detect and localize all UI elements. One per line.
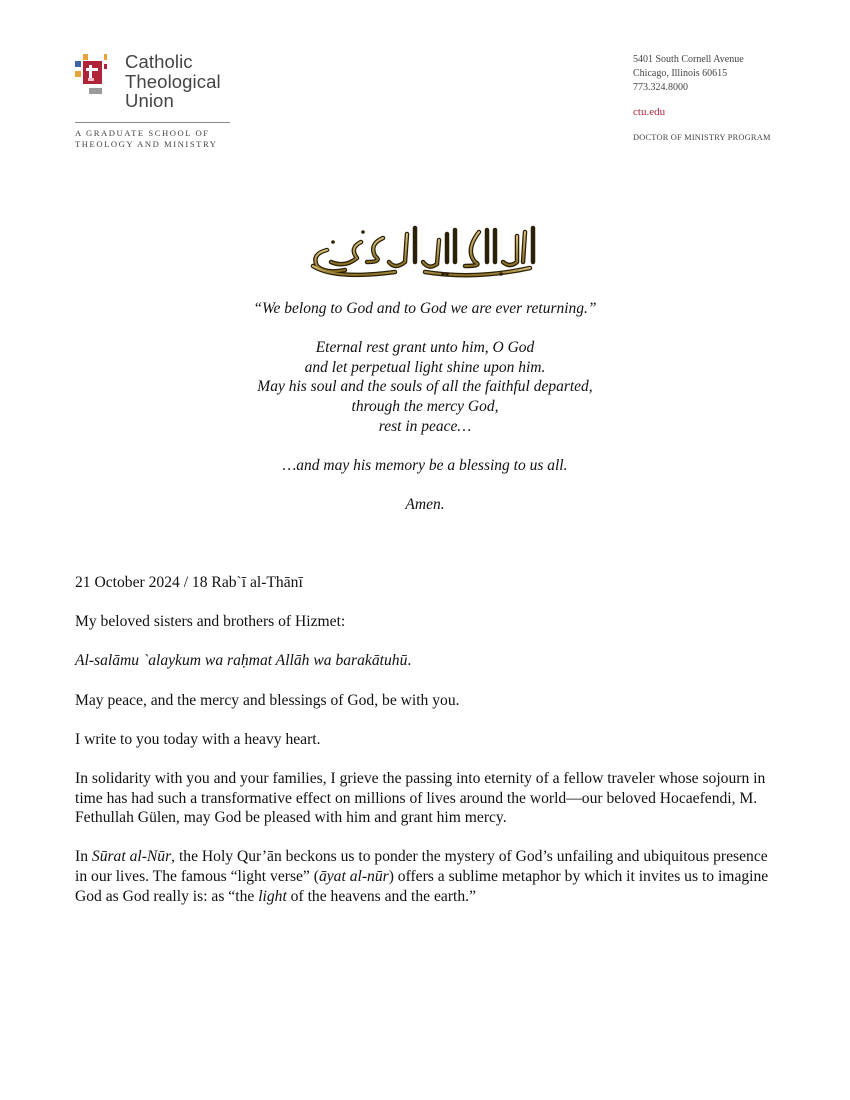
greeting-transliteration: Al-salāmu `alaykum wa raḥmat Allāh wa barakātuhū bbox=[75, 652, 408, 670]
street-address: 5401 South Cornell Avenue bbox=[633, 54, 744, 65]
para3-text-c: ) offers a sublime metaphor by which it invites us to imagine God as God really is: as “the bbox=[75, 867, 769, 905]
phone-number: 773.324.8000 bbox=[633, 82, 688, 93]
prayer-line: rest in peace… bbox=[378, 417, 472, 435]
letter-body bbox=[75, 573, 775, 926]
prayer-line: Eternal rest grant unto him, O God bbox=[315, 339, 535, 357]
arabic-calligraphy-icon bbox=[305, 222, 545, 284]
para3-text-b: , the Holy Qur’ān beckons us to ponder the mystery of God’s unfailing and ubiquitous presence in our lives. The famous “light verse” ( bbox=[75, 848, 768, 885]
ctu-cross-logo-icon bbox=[75, 54, 107, 96]
amen-line: Amen. bbox=[405, 495, 445, 513]
prayer-line: through the mercy God, bbox=[351, 397, 499, 415]
para3-text-d: of the heavens and the earth.” bbox=[286, 887, 476, 905]
letter-greeting-arabic bbox=[75, 651, 775, 671]
logo-name-line1: Catholic bbox=[125, 51, 193, 72]
logo-name-line2: Theological bbox=[125, 70, 221, 92]
letter-greeting-english: May peace, and the mercy and blessings of God, be with you. bbox=[75, 691, 460, 709]
quran-quote: “We belong to God and to God we are ever returning.” bbox=[253, 300, 597, 317]
prayer-line: May his soul and the souls of all the faithful departed, bbox=[257, 378, 593, 396]
para3-text-a: In bbox=[75, 848, 92, 866]
memorial-prayer bbox=[125, 299, 725, 515]
surah-name: Sūrat al-Nūr bbox=[91, 848, 172, 866]
letter-date: 21 October 2024 / 18 Rab`ī al-Thānī bbox=[75, 574, 303, 591]
website-link[interactable]: ctu.edu bbox=[633, 106, 666, 118]
logo-tagline bbox=[75, 128, 218, 150]
blessing-line: …and may his memory be a blessing to us all. bbox=[282, 456, 568, 474]
prayer-line: and let perpetual light shine upon him. bbox=[304, 358, 546, 376]
city-state: Chicago, Illinois 60615 bbox=[633, 68, 728, 79]
letter-paragraph-3 bbox=[75, 847, 775, 906]
logo-divider bbox=[75, 122, 230, 123]
light-word: light bbox=[258, 887, 287, 905]
logo-name-line3: Union bbox=[125, 90, 174, 111]
ayat-name: āyat al-nūr bbox=[318, 867, 389, 885]
tagline-line2: THEOLOGY AND MINISTRY bbox=[75, 139, 218, 149]
letter-paragraph-1: I write to you today with a heavy heart. bbox=[75, 730, 321, 748]
letter-paragraph-2: In solidarity with you and your families, I grieve the passing into eternity of a fellow traveler whose sojourn in time has had such a transformative effect on millions of lives around the world—our beloved Hocaefendi, M. Fethullah Gülen, may God be pleased with him and grant him mercy. bbox=[75, 769, 766, 827]
program-name: DOCTOR OF MINISTRY PROGRAM bbox=[633, 133, 771, 142]
letter-salutation: My beloved sisters and brothers of Hizmet: bbox=[75, 613, 346, 631]
greeting-period: . bbox=[407, 652, 412, 670]
logo-wordmark bbox=[125, 52, 221, 111]
letterhead-address bbox=[633, 53, 771, 145]
tagline-line1: A GRADUATE SCHOOL OF bbox=[75, 128, 210, 138]
